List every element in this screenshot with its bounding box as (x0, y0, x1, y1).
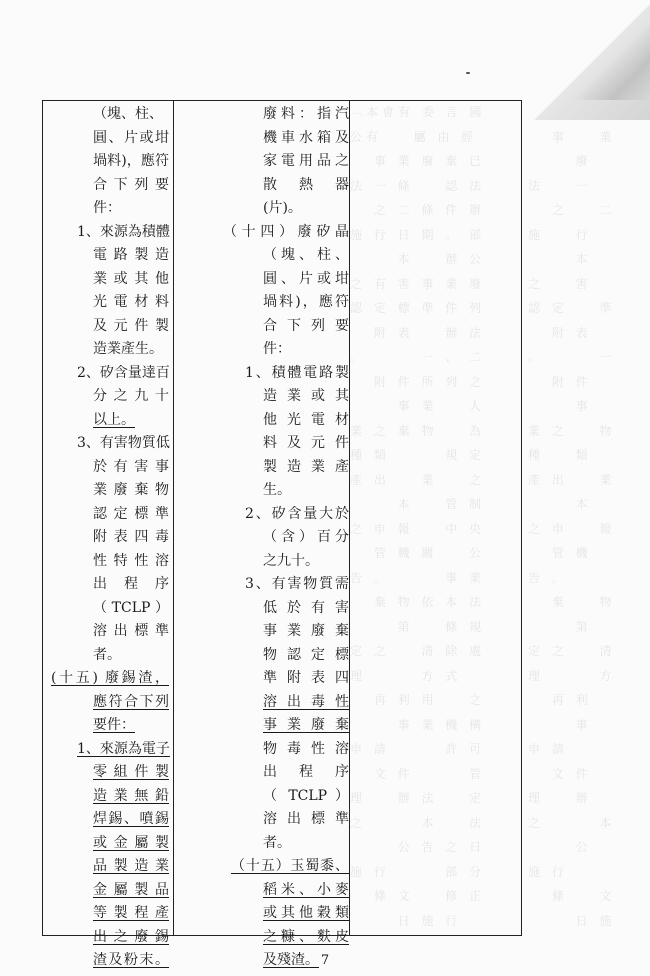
table-text-line: 機車水箱及 (263, 129, 349, 146)
table-text-line: 物毒性溶 (263, 740, 349, 757)
scan-speck (466, 72, 470, 74)
table-text-line: （十四）廢矽晶 (223, 223, 349, 240)
table-text-line: （十五）玉蜀黍、 (231, 858, 349, 874)
table-text-line: 及殘渣。 (263, 952, 319, 968)
table-text-line: 1、積體電路製 (245, 364, 349, 381)
table-text-line: 1、來源為積體 (77, 223, 170, 240)
table-text-line: (十五) 廢錫渣， (51, 670, 169, 686)
table-text-line: 家電用品之 (263, 153, 349, 169)
table-text-line: 物認定標 (263, 646, 349, 663)
table-text-line: 件： (263, 341, 291, 357)
table-text-line: 料及元件 (263, 435, 349, 451)
table-text-line: 出之廢錫 (93, 928, 169, 945)
page-number: 7 (320, 953, 330, 968)
column-divider-2 (349, 101, 350, 935)
show-through-text-right: 事 業 廢 法 一 之 二 施 行 本 之 害 認 定 準 附 表 。 一 附 件 事 業 之 物 種 類 產 出 業 本 之 申 報 管 機 告 。 棄 物 第 定 之 清 理 方 再 利 事 申 請 文 件 理 辦 之 本 公 施 行 條 文 日 施 (528, 129, 616, 928)
table-text-line: 事業廢棄 (263, 717, 349, 733)
table-text-line: 於有害事 (93, 458, 169, 475)
table-text-line: 2、矽含量大於 (245, 505, 349, 522)
table-text-line: 3、有害物質低 (77, 435, 170, 451)
table-text-line: 之九十。 (263, 552, 319, 569)
table-text-line: （ TCLP ） (93, 599, 169, 616)
table-text-line: 認定標準 (93, 505, 169, 522)
table-text-line: 零組件製 (93, 764, 169, 780)
table-text-line: 附表四毒 (93, 529, 169, 545)
table-text-line: （ TCLP ） (263, 787, 349, 804)
table-text-line: 應符合下列 (93, 693, 169, 710)
table-text-line: 堝料)，應符 (93, 153, 169, 169)
page-curl-shadow (550, 0, 650, 100)
table-text-line: 溶出毒性 (263, 693, 349, 710)
table-text-line: 分之九十 (93, 388, 169, 404)
table-column-right-empty (353, 101, 519, 935)
table-text-line: 生。 (263, 482, 291, 498)
table-text-line: （塊、柱、 (93, 106, 163, 122)
table-text-line: 稻米、小麥 (263, 881, 349, 898)
table-text-line: 事業廢棄 (263, 623, 349, 639)
table-text-line: 溶出標準 (93, 623, 169, 639)
table-text-line: 電路製造 (93, 247, 169, 263)
table-text-line: 或其他穀類 (263, 905, 349, 921)
table-text-line: （含）百分 (263, 529, 349, 545)
table-text-line: （塊、柱、 (263, 247, 349, 263)
table-text-line: 品製造業 (93, 858, 169, 874)
table-text-line: 出 程 序 (93, 576, 169, 592)
table-text-line: 者。 (93, 646, 121, 663)
table-text-line: 2、矽含量達百 (77, 364, 170, 381)
table-text-line: 3、有害物質需 (245, 576, 349, 592)
table-text-line: 之糠、麩皮 (263, 928, 349, 945)
table-column-middle (223, 103, 349, 973)
table-text-line: 堝料)，應符 (263, 294, 349, 310)
table-text-line: 低於有害 (263, 599, 349, 616)
table-text-line: 業廢棄物 (93, 482, 169, 498)
table-text-line: 溶出標準 (263, 811, 349, 827)
table-text-line: 造業無鉛 (93, 787, 169, 804)
table-text-line: 焊錫、噴錫 (93, 811, 169, 827)
table-text-line: 性特性溶 (93, 552, 169, 569)
table-text-line: 件： (93, 200, 121, 216)
table-column-left (47, 103, 169, 973)
table-text-line: 業或其他 (93, 270, 169, 287)
table-text-line: 要件： (93, 717, 135, 733)
table-text-line: 圓、片或坩 (93, 129, 169, 146)
table-text-line: 1、來源為電子 (77, 740, 170, 757)
table-text-line: 等製程產 (93, 905, 169, 921)
table-text-line: 出 程 序 (263, 764, 349, 780)
table-text-line: 以上。 (93, 411, 135, 428)
table-text-line: 造業產生。 (93, 341, 163, 357)
show-through-text: ﹁本會有 委 言 國 公有 屬 由 經 事 業 廢 棄 已 法 一 條 認 法 之 二 條 件 辦 施 行 日 期 。 部 本 辦 公 之 有 害 事 業 廢 認 定 標 準 件 列 附 表 辦 法 。 一 、 二 附 件 所 列 之 事 業 人 業 之 棄 物 為 種 類 規 定 產 出 業 之 本 管 制 之 申 報 中 央 管 機 關 公 告 。 事 業 棄 物 依 本 法 第 條 規 定 之 清 除 處 理 方 式 再 利 用 之 事 業 機 構 申 請 許 可 文 件 管 理 辦 法 定 之 本 法 公 告 之 日 施 行 部 分 條 文 修 正 日 施 行 (350, 105, 486, 928)
table-text-line: 金屬製品 (93, 881, 169, 898)
table-text-line: 渣及粉末。 (93, 952, 169, 968)
table-text-line: 準附表四 (263, 670, 349, 686)
column-divider-1 (173, 101, 174, 935)
table-text-line: 造業或其 (263, 388, 349, 404)
table-text-line: 光電材料 (93, 294, 169, 310)
table-text-line: 或金屬製 (93, 834, 169, 851)
table-text-line: (片)。 (263, 200, 302, 216)
table-text-line: 他光電材 (263, 411, 349, 428)
comparison-table (42, 100, 522, 968)
table-text-line: 合下列要 (263, 317, 349, 334)
table-text-line: 者。 (263, 834, 291, 851)
table-text-line: 廢料：指汽 (263, 106, 349, 122)
table-text-line: 圓、片或坩 (263, 270, 349, 287)
table-text-line: 製造業產 (263, 458, 349, 475)
table-text-line: 合下列要 (93, 176, 169, 193)
table-text-line: 及元件製 (93, 317, 169, 334)
table-text-line: 散 熱 器 (263, 176, 349, 193)
